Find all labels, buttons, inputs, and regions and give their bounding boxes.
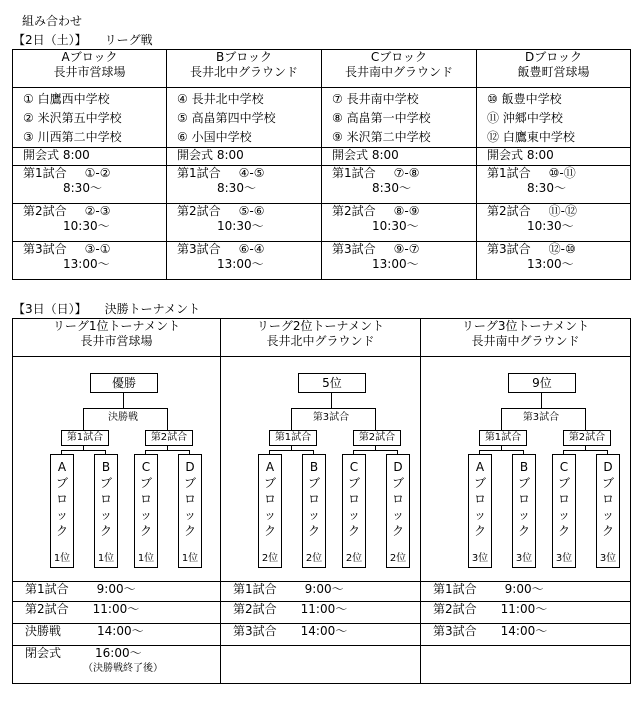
team-slot xyxy=(552,454,576,568)
bracket-line xyxy=(541,392,542,408)
team-slot-rank: 2位 xyxy=(345,553,363,564)
team-slot-block: D ブ ロ ッ ク xyxy=(391,460,404,538)
team-slot xyxy=(134,454,158,568)
bracket-top-box: 優勝 xyxy=(90,373,158,393)
match-cell: 第2試合 ②-③ 10:30〜 xyxy=(13,204,167,242)
team-item: ① 白鷹西中学校 xyxy=(23,92,110,106)
day2-title: 【3日（日）】 決勝トーナメント xyxy=(13,302,201,316)
match3-row xyxy=(13,242,631,280)
bracket-line xyxy=(479,450,523,451)
team-slot-block: C ブ ロ ッ ク xyxy=(347,460,360,538)
bracket-line xyxy=(61,450,105,451)
match-cell: 第3試合 ③-① 13:00〜 xyxy=(13,242,167,280)
match-cell: 第1試合 ⑩-⑪ 8:30〜 xyxy=(477,166,631,204)
team-slot-block: B ブ ロ ッ ク xyxy=(517,460,530,538)
schedule-cell: 決勝戦 14:00〜 xyxy=(13,624,221,646)
team-item: ② 米沢第五中学校 xyxy=(23,111,122,125)
match-cell: 第1試合 ①-② 8:30〜 xyxy=(13,166,167,204)
opening-b: 開会式 8:00 xyxy=(167,148,322,166)
match2-row xyxy=(13,204,631,242)
semi1-label: 第1試合 xyxy=(269,430,317,446)
bracket-line xyxy=(375,408,376,430)
match1-row xyxy=(13,166,631,204)
team-list-c xyxy=(322,88,477,148)
match-cell: 第3試合 ⑥-④ 13:00〜 xyxy=(167,242,322,280)
match-cell: 第3試合 ⑫-⑩ 13:00〜 xyxy=(477,242,631,280)
bracket-line xyxy=(563,450,607,451)
schedule-cell: 第1試合 9:00〜 xyxy=(221,582,421,602)
team-slot xyxy=(596,454,620,568)
schedule-cell: 第1試合 9:00〜 xyxy=(421,582,631,602)
semi2-label: 第2試合 xyxy=(563,430,611,446)
team-item: ⑨ 米沢第二中学校 xyxy=(332,130,431,144)
opening-a: 開会式 8:00 xyxy=(13,148,167,166)
schedule-cell: 第3試合 14:00〜 xyxy=(421,624,631,646)
schedule-cell: 第2試合 11:00〜 xyxy=(421,602,631,624)
semi2-label: 第2試合 xyxy=(145,430,193,446)
block-header-d: Dブロック 飯豊町営球場 xyxy=(477,50,631,88)
team-item: ⑥ 小国中学校 xyxy=(177,130,252,144)
match-cell: 第3試合 ⑨-⑦ 13:00〜 xyxy=(322,242,477,280)
empty-cell xyxy=(421,646,631,684)
bracket-line xyxy=(167,408,168,430)
bracket-line xyxy=(501,408,502,430)
team-item: ⑦ 長井南中学校 xyxy=(332,92,419,106)
team-slot-rank: 1位 xyxy=(137,553,155,564)
team-slot-block: A ブ ロ ッ ク xyxy=(473,460,486,538)
team-slot-rank: 2位 xyxy=(261,553,279,564)
team-slot xyxy=(302,454,326,568)
bracket-line xyxy=(145,450,189,451)
team-slot-block: A ブ ロ ッ ク xyxy=(263,460,276,538)
team-slot xyxy=(258,454,282,568)
league-header-row xyxy=(13,50,631,88)
bracket-header-2: リーグ2位トーナメント 長井北中グラウンド xyxy=(221,319,421,357)
team-item: ③ 川西第二中学校 xyxy=(23,130,122,144)
semi2-label: 第2試合 xyxy=(353,430,401,446)
final-match-label: 第3試合 xyxy=(522,412,560,423)
opening-d: 開会式 8:00 xyxy=(477,148,631,166)
team-item: ⑪ 沖郷中学校 xyxy=(487,111,563,125)
match-cell: 第2試合 ⑧-⑨ 10:30〜 xyxy=(322,204,477,242)
block-header-b: Bブロック 長井北中グラウンド xyxy=(167,50,322,88)
team-slot-block: D ブ ロ ッ ク xyxy=(183,460,196,538)
team-item: ⑤ 高畠第四中学校 xyxy=(177,111,276,125)
bracket-top-box: 9位 xyxy=(508,373,576,393)
bracket-header-1: リーグ1位トーナメント 長井市営球場 xyxy=(13,319,221,357)
bracket-line xyxy=(501,408,585,409)
team-slot-block: B ブ ロ ッ ク xyxy=(99,460,112,538)
empty-cell xyxy=(221,646,421,684)
team-list-a xyxy=(13,88,167,148)
team-item: ⑩ 飯豊中学校 xyxy=(487,92,562,106)
team-slot-rank: 3位 xyxy=(599,553,617,564)
team-slot-rank: 2位 xyxy=(305,553,323,564)
bracket-line xyxy=(291,408,292,430)
bracket-top-box: 5位 xyxy=(298,373,366,393)
team-slot xyxy=(468,454,492,568)
bracket-header-3: リーグ3位トーナメント 長井南中グラウンド xyxy=(421,319,631,357)
team-slot-block: D ブ ロ ッ ク xyxy=(601,460,614,538)
team-item: ⑧ 高畠第一中学校 xyxy=(332,111,431,125)
team-slot-rank: 2位 xyxy=(389,553,407,564)
block-header-c: Cブロック 長井南中グラウンド xyxy=(322,50,477,88)
match-cell: 第2試合 ⑤-⑥ 10:30〜 xyxy=(167,204,322,242)
team-list-d xyxy=(477,88,631,148)
team-slot xyxy=(50,454,74,568)
team-item: ④ 長井北中学校 xyxy=(177,92,264,106)
schedule-cell: 第2試合 11:00〜 xyxy=(13,602,221,624)
block-header-a: Aブロック 長井市営球場 xyxy=(13,50,167,88)
team-slot-rank: 1位 xyxy=(97,553,115,564)
league-teams-row xyxy=(13,88,631,148)
team-slot xyxy=(386,454,410,568)
semi1-label: 第1試合 xyxy=(479,430,527,446)
opening-row xyxy=(13,148,631,166)
team-slot xyxy=(178,454,202,568)
team-list-b xyxy=(167,88,322,148)
team-slot-block: B ブ ロ ッ ク xyxy=(307,460,320,538)
team-slot-rank: 1位 xyxy=(181,553,199,564)
match-cell: 第1試合 ④-⑤ 8:30〜 xyxy=(167,166,322,204)
team-item: ⑫ 白鷹東中学校 xyxy=(487,130,575,144)
team-slot xyxy=(342,454,366,568)
final-match-label: 第3試合 xyxy=(312,412,350,423)
team-slot-rank: 1位 xyxy=(53,553,71,564)
team-slot-rank: 3位 xyxy=(555,553,573,564)
final-match-label: 決勝戦 xyxy=(108,412,138,423)
team-slot-block: C ブ ロ ッ ク xyxy=(557,460,570,538)
team-slot xyxy=(94,454,118,568)
bracket-line xyxy=(83,408,167,409)
semi1-label: 第1試合 xyxy=(61,430,109,446)
match-cell: 第2試合 ⑪-⑫ 10:30〜 xyxy=(477,204,631,242)
bracket-line xyxy=(353,450,397,451)
closing-cell: 閉会式 16:00〜 （決勝戦終了後） xyxy=(13,646,221,684)
opening-c: 開会式 8:00 xyxy=(322,148,477,166)
bracket-line xyxy=(585,408,586,430)
match-cell: 第1試合 ⑦-⑧ 8:30〜 xyxy=(322,166,477,204)
page-heading: 組み合わせ xyxy=(22,14,83,28)
bracket-line xyxy=(269,450,313,451)
schedule-cell: 第2試合 11:00〜 xyxy=(221,602,421,624)
schedule-cell: 第1試合 9:00〜 xyxy=(13,582,221,602)
team-slot-block: C ブ ロ ッ ク xyxy=(139,460,152,538)
day1-title: 【2日（土）】 リーグ戦 xyxy=(13,33,153,47)
bracket-line xyxy=(291,408,375,409)
team-slot-block: A ブ ロ ッ ク xyxy=(55,460,68,538)
bracket-line xyxy=(123,392,124,408)
bracket-line xyxy=(83,408,84,430)
schedule-cell: 第3試合 14:00〜 xyxy=(221,624,421,646)
team-slot-rank: 3位 xyxy=(471,553,489,564)
team-slot-rank: 3位 xyxy=(515,553,533,564)
team-slot xyxy=(512,454,536,568)
league-table xyxy=(12,49,631,280)
bracket-line xyxy=(331,392,332,408)
